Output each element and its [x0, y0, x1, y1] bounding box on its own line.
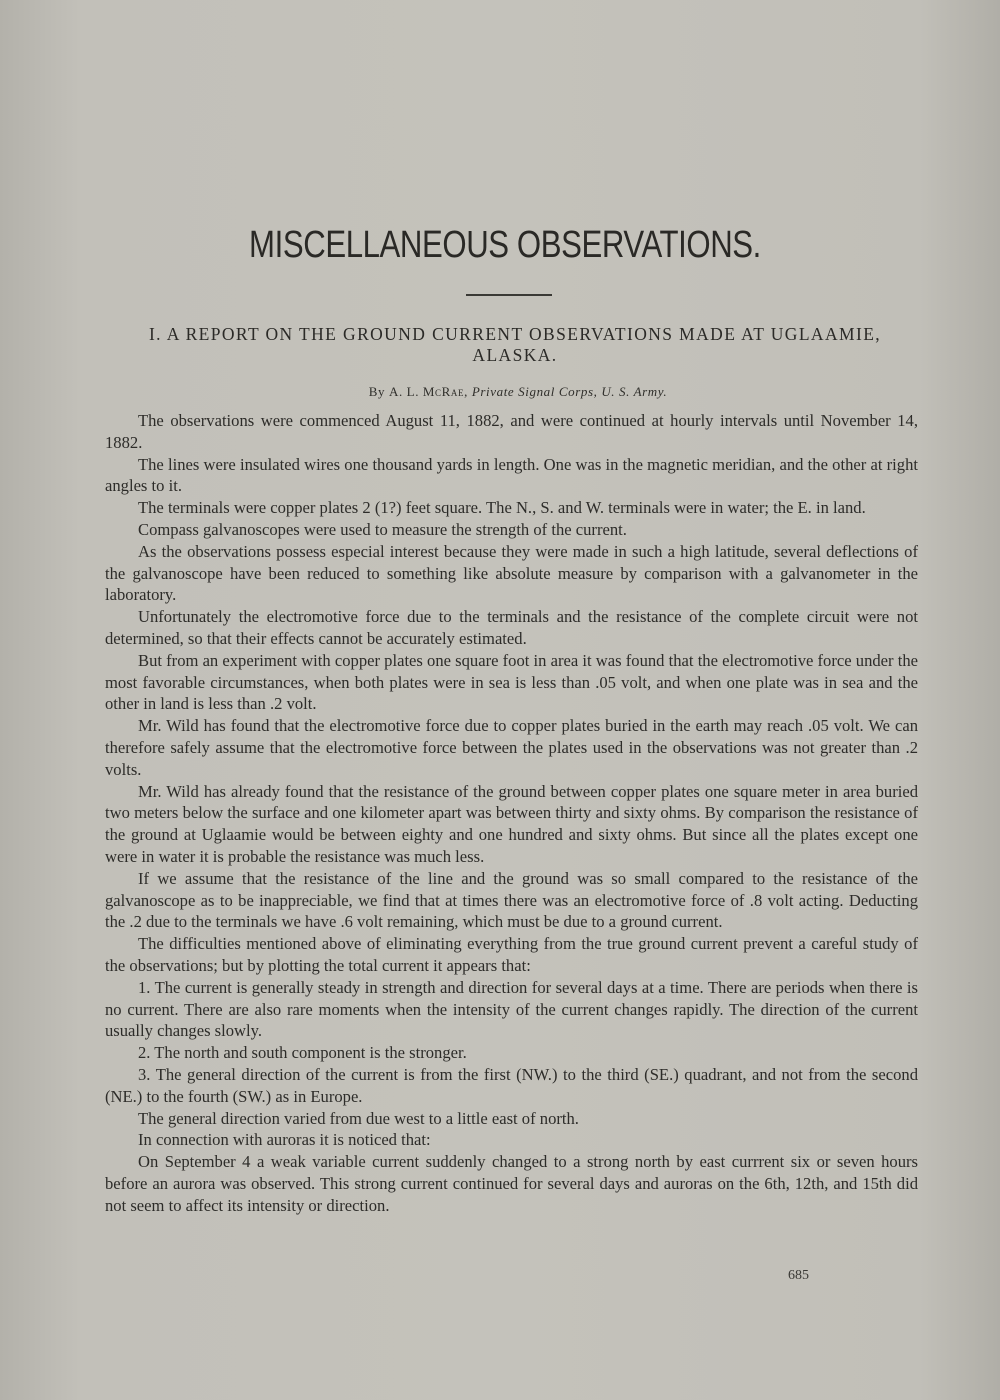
list-item: 2. The north and south component is the stronger.	[138, 1043, 467, 1063]
page-number: 685	[788, 1268, 809, 1283]
paragraph: The general direction varied from due west to a little east of north.	[138, 1108, 579, 1128]
byline	[0, 384, 1000, 400]
paragraph: The observations were commenced August 11, 1882, and were continued at hourly intervals until November 14, 1882.	[105, 411, 918, 452]
byline-prefix: By	[368, 384, 389, 399]
paragraph: If we assume that the resistance of the line and the ground was so small compared to the resistance of the galvanoscope as to be inappreciable, we find that at times there was an electromotive force of .8 volt acting. Deducting the .2 due to the terminals we have .6 volt remaining, which must be due to a ground current.	[105, 868, 918, 932]
author-name: A. L. McRae,	[388, 384, 468, 399]
paragraph: In connection with auroras it is noticed that:	[138, 1130, 431, 1150]
paragraph: The difficulties mentioned above of eliminating everything from the true ground current prevent a careful study of the observations; but by plotting the total current it appears that:	[105, 934, 918, 975]
paragraph: The terminals were copper plates 2 (1?) feet square. The N., S. and W. terminals were in water; the E. in land.	[138, 498, 866, 518]
paragraph: As the observations possess especial interest because they were made in such a high latitude, several deflections of the galvanoscope have been reduced to something like absolute measure by comparison with a galvanometer in the laboratory.	[105, 541, 918, 605]
paragraph: Compass galvanoscopes were used to measure the strength of the current.	[138, 519, 627, 539]
article-body	[105, 410, 918, 1216]
paragraph: But from an experiment with copper plates one square foot in area it was found that the electromotive force under the most favorable circumstances, when both plates were in sea is less than .05 volt, and when one plate was in sea and the other in land is less than .2 volt.	[105, 650, 918, 714]
author-role: Private Signal Corps, U. S. Army.	[471, 384, 668, 399]
page-title: MISCELLANEOUS OBSERVATIONS.	[249, 224, 761, 266]
paragraph: The lines were insulated wires one thousand yards in length. One was in the magnetic meridian, and the other at right angles to it.	[105, 454, 918, 496]
list-item: 1. The current is generally steady in strength and direction for several days at a time. There are periods when there is no current. There are also rare moments when the intensity of the current changes rapidly. The direction of the current usually changes slowly.	[105, 977, 918, 1041]
list-item: 3. The general direction of the current is from the first (NW.) to the third (SE.) quadrant, and not from the second (NE.) to the fourth (SW.) as in Europe.	[105, 1064, 918, 1106]
section-heading: I. A REPORT ON THE GROUND CURRENT OBSERVATIONS MADE AT UGLAAMIE, ALASKA.	[148, 324, 882, 365]
title-divider	[466, 294, 552, 296]
paragraph: Mr. Wild has already found that the resistance of the ground between copper plates one square meter in area buried two meters below the surface and one kilometer apart was between thirty and sixty ohms. By comparison the resistance of the ground at Uglaamie would be between eighty and one hundred and sixty ohms. But since all the plates except one were in water it is probable the resistance was much less.	[105, 781, 918, 866]
paragraph: Mr. Wild has found that the electromotive force due to copper plates buried in the earth may reach .05 volt. We can therefore safely assume that the electromotive force between the plates used in the observations was not greater than .2 volts.	[105, 716, 918, 779]
paragraph: On September 4 a weak variable current suddenly changed to a strong north by east currrent six or seven hours before an aurora was observed. This strong current continued for several days and auroras on the 6th, 12th, and 15th did not seem to affect its intensity or direction.	[105, 1152, 918, 1215]
paragraph: Unfortunately the electromotive force due to the terminals and the resistance of the complete circuit were not determined, so that their effects cannot be accurately estimated.	[105, 607, 918, 648]
